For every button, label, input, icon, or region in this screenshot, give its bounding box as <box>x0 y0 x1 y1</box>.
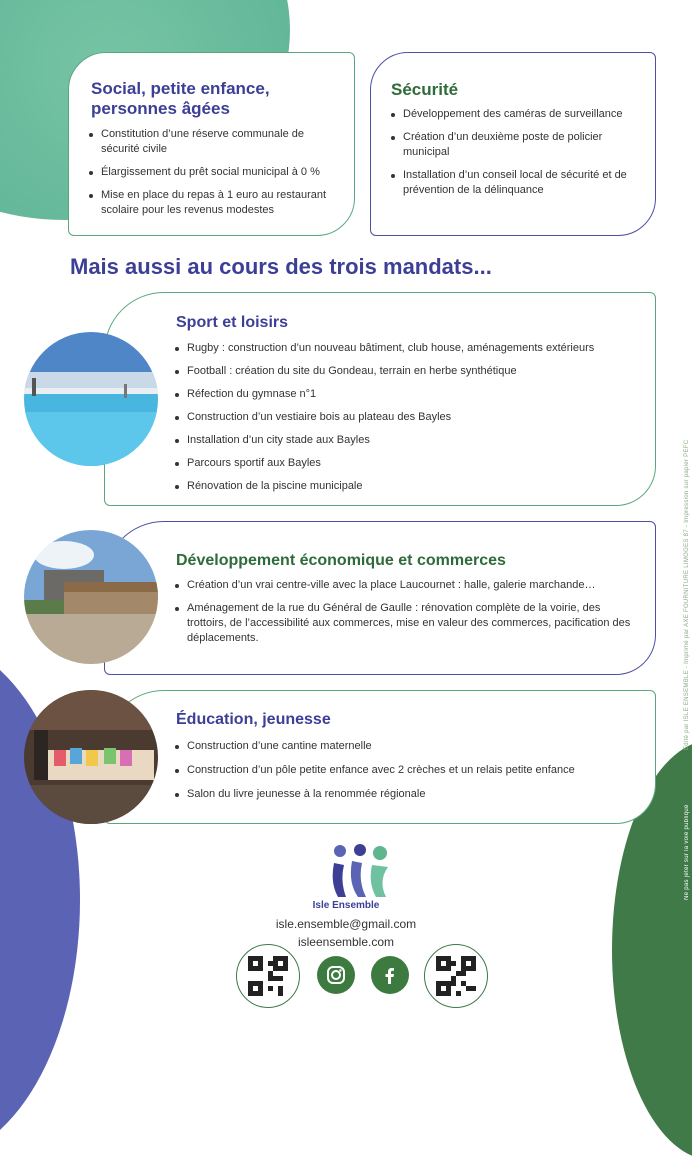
book-fair-photo <box>24 690 158 824</box>
list-item: Installation d’un city stade aux Bayles <box>173 433 643 448</box>
list-item: Construction d’une cantine maternelle <box>173 739 643 754</box>
footer-email[interactable]: isle.ensemble@gmail.com <box>275 917 417 931</box>
recycle-notice: Ne pas jeter sur la voie publique <box>684 804 690 900</box>
qr-code-right[interactable] <box>424 944 488 1008</box>
securite-title: Sécurité <box>391 80 459 99</box>
list-item: Création d’un deuxième poste de policier municipal <box>389 130 644 160</box>
sport-title: Sport et loisirs <box>176 314 289 331</box>
list-item: Construction d’un pôle petite enfance avec 2 crèches et un relais petite enfance <box>173 763 643 778</box>
social-title-line2: personnes âgées <box>91 99 230 118</box>
list-item: Installation d’un conseil local de sécurité et de prévention de la délinquance <box>389 168 644 198</box>
qr-code-left[interactable] <box>236 944 300 1008</box>
instagram-icon[interactable] <box>317 956 355 994</box>
list-item: Aménagement de la rue du Général de Gaulle : rénovation complète de la voirie, des trottoirs, de l’accessibilité aux commerces, mise en valeur des commerces, pacification des déplacements. <box>173 601 643 646</box>
list-item: Construction d’un vestiaire bois au plateau des Bayles <box>173 410 643 425</box>
social-list <box>87 127 337 226</box>
list-item: Salon du livre jeunesse à la renommée régionale <box>173 787 643 802</box>
social-title-line1: Social, petite enfance, <box>91 79 270 98</box>
list-item: Constitution d’une réserve communale de sécurité civile <box>87 127 337 157</box>
list-item: Mise en place du repas à 1 euro au restaurant scolaire pour les revenus modestes <box>87 188 337 218</box>
education-list <box>173 739 643 810</box>
imprint-text: Édité par ISLE ENSEMBLE - Imprimé par AXE FOURNITURE LIMOGES 87 - Impression sur papier PEFC <box>684 439 690 750</box>
social-title <box>91 79 270 119</box>
list-item: Rénovation de la piscine municipale <box>173 479 643 494</box>
card-securite <box>370 52 656 236</box>
footer-website[interactable]: isleensemble.com <box>297 935 395 949</box>
economie-title: Développement économique et commerces <box>176 552 506 569</box>
pool-photo <box>24 332 158 466</box>
list-item: Football : création du site du Gondeau, terrain en herbe synthétique <box>173 364 643 379</box>
list-item: Parcours sportif aux Bayles <box>173 456 643 471</box>
list-item: Création d’un vrai centre-ville avec la place Laucournet : halle, galerie marchande… <box>173 578 643 593</box>
list-item: Rugby : construction d’un nouveau bâtiment, club house, aménagements extérieurs <box>173 341 643 356</box>
economie-list <box>173 578 643 654</box>
market-hall-photo <box>24 530 158 664</box>
sport-list <box>173 341 643 502</box>
page-headline: Mais aussi au cours des trois mandats... <box>70 254 492 279</box>
facebook-icon[interactable] <box>371 956 409 994</box>
card-sport <box>104 292 656 506</box>
card-economie <box>104 521 656 675</box>
card-social <box>68 52 355 236</box>
list-item: Réfection du gymnase n°1 <box>173 387 643 402</box>
securite-list <box>389 107 644 206</box>
list-item: Élargissement du prêt social municipal à 0 % <box>87 165 337 180</box>
list-item: Développement des caméras de surveillance <box>389 107 644 122</box>
isle-ensemble-logo <box>326 843 396 901</box>
footer-brand: Isle Ensemble <box>312 900 380 911</box>
card-education <box>104 690 656 824</box>
education-title: Éducation, jeunesse <box>176 711 331 728</box>
